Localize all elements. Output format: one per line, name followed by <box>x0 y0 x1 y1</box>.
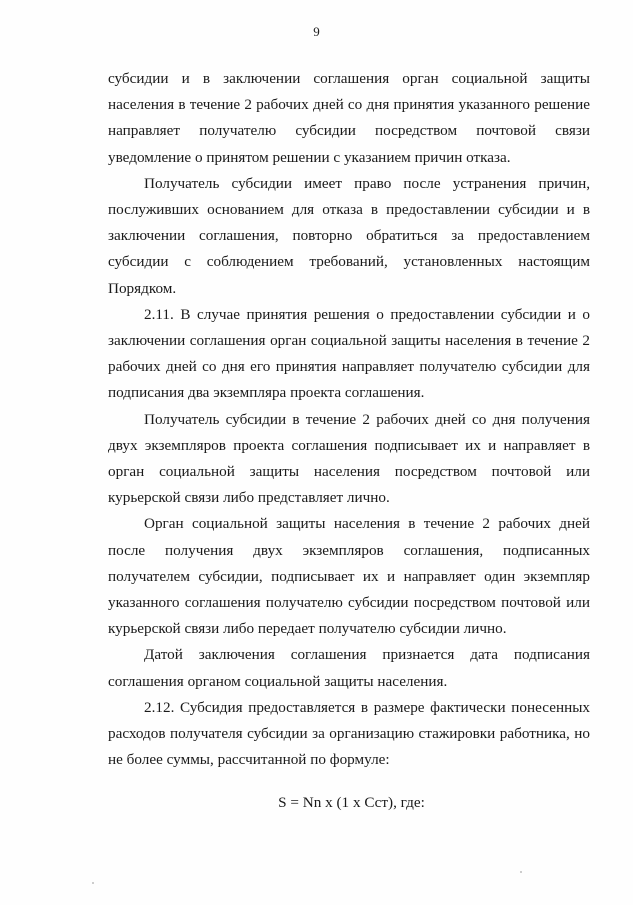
scan-speck <box>520 871 522 873</box>
paragraph-authority-signing: Орган социальной защиты населения в течение 2 рабочих дней после получения двух экземпляров соглашения, подписанных получателем субсидии, подписывает их и направляет один экземпляр указанного соглашения получателю субсидии посредством почтовой или курьерской связи либо передает получателю субсидии лично. <box>108 515 590 638</box>
paragraph-conclusion-date: Датой заключения соглашения признается дата подписания соглашения органом социальной защиты населения. <box>108 646 590 690</box>
paragraph-reapply-right: Получатель субсидии имеет право после устранения причин, послуживших основанием для отказа в предоставлении субсидии и в заключении соглашения, повторно обратиться за предоставлением субсидии с соблюдением требований, установленных настоящим Порядком. <box>108 174 590 297</box>
paragraph-recipient-signing: Получатель субсидии в течение 2 рабочих дней со дня получения двух экземпляров проекта соглашения подписывает их и направляет в орган социальной защиты населения посредством почтовой или курьерской связи либо представляет лично. <box>108 410 590 507</box>
page-number: 9 <box>313 24 320 39</box>
document-body <box>108 66 590 773</box>
paragraph-refusal-notice: субсидии и в заключении соглашения орган социальной защиты населения в течение 2 рабочих дней со дня принятия указанного решение направляет получателю субсидии посредством почтовой связи уведомление о принятом решении с указанием причин отказа. <box>108 70 590 166</box>
paragraph-2-12: 2.12. Субсидия предоставляется в размере фактически понесенных расходов получателя субсидии за организацию стажировки работника, но не более суммы, рассчитанной по формуле: <box>108 698 590 769</box>
scan-speck <box>92 882 94 884</box>
subsidy-formula: S = Nn x (1 x Сст), где: <box>278 794 425 811</box>
paragraph-2-11: 2.11. В случае принятия решения о предоставлении субсидии и о заключении соглашения орган социальной защиты населения в течение 2 рабочих дней со дня его принятия направляет получателю субсидии для подписания два экземпляра проекта соглашения. <box>108 305 590 402</box>
